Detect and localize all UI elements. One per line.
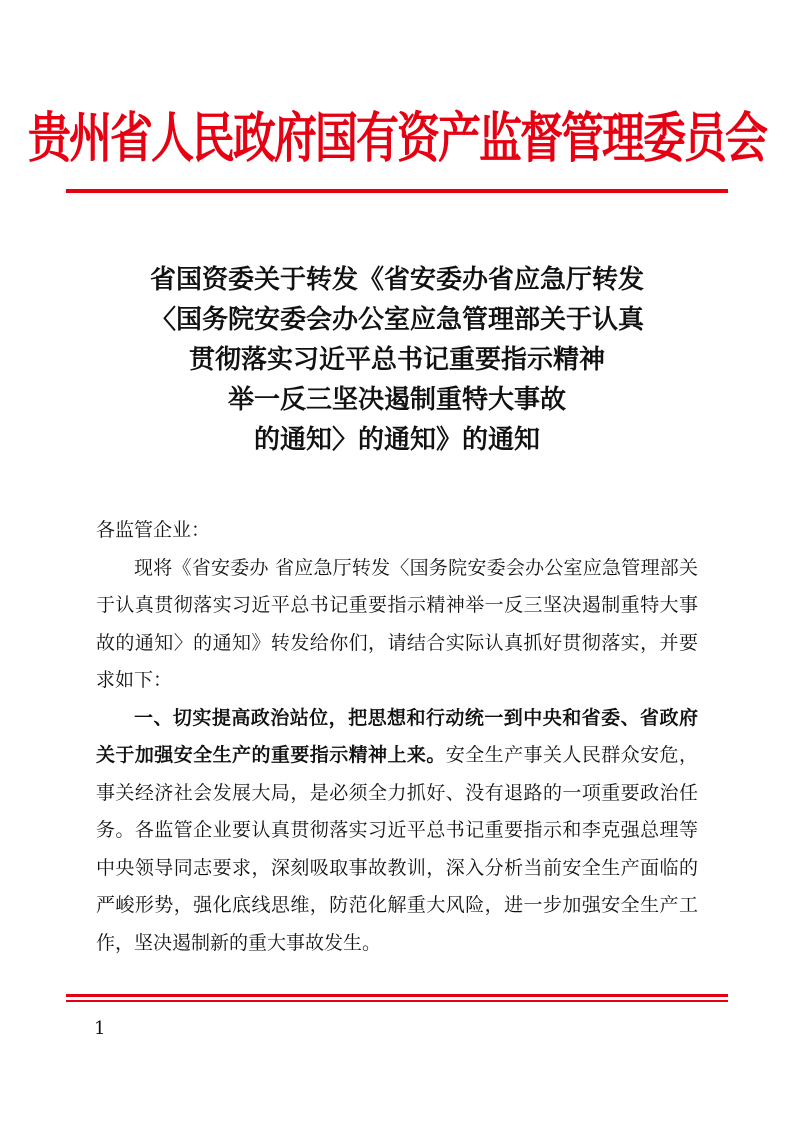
section-1-heading: 一、切实提高政治站位，把思想和行动统一到中央和省委、省政府关于加强安全生产的重要指示精神上来。 — [96, 706, 698, 766]
document-body — [96, 512, 698, 962]
agency-letterhead: 贵州省人民政府国有资产监督管理委员会 — [28, 107, 766, 170]
section-1-paragraph — [96, 700, 698, 963]
footer-divider-thin — [66, 1000, 728, 1002]
section-1-text: 安全生产事关人民群众安危，事关经济社会发展大局，是必须全力抓好、没有退路的一项重要政治任务。各监管企业要认真贯彻落实习近平总书记重要指示和李克强总理等中央领导同志要求，深刻吸取事故教训，深入分析当前安全生产面临的严峻形势，强化底线思维，防范化解重大风险，进一步加强安全生产工作，坚决遏制新的重大事故发生。 — [96, 744, 698, 954]
title-line: 的通知〉的通知》的通知 — [253, 425, 540, 455]
intro-paragraph: 现将《省安委办 省应急厅转发〈国务院安委会办公室应急管理部关于认真贯彻落实习近平总书记重要指示精神举一反三坚决遏制重特大事故的通知〉的通知》转发给你们，请结合实际认真抓好贯彻落实，并要求如下： — [96, 556, 698, 691]
title-line: 〈国务院安委会办公室应急管理部关于认真 — [149, 305, 644, 335]
title-line: 举一反三坚决遏制重特大事故 — [227, 385, 566, 415]
salutation: 各监管企业： — [96, 519, 211, 541]
footer-divider-thick — [66, 994, 728, 997]
document-title — [70, 260, 724, 460]
title-line: 贯彻落实习近平总书记重要指示精神 — [188, 345, 605, 375]
letterhead-divider — [66, 189, 728, 193]
title-line: 省国资委关于转发《省安委办省应急厅转发 — [149, 265, 644, 295]
page-number: 1 — [94, 1018, 106, 1039]
